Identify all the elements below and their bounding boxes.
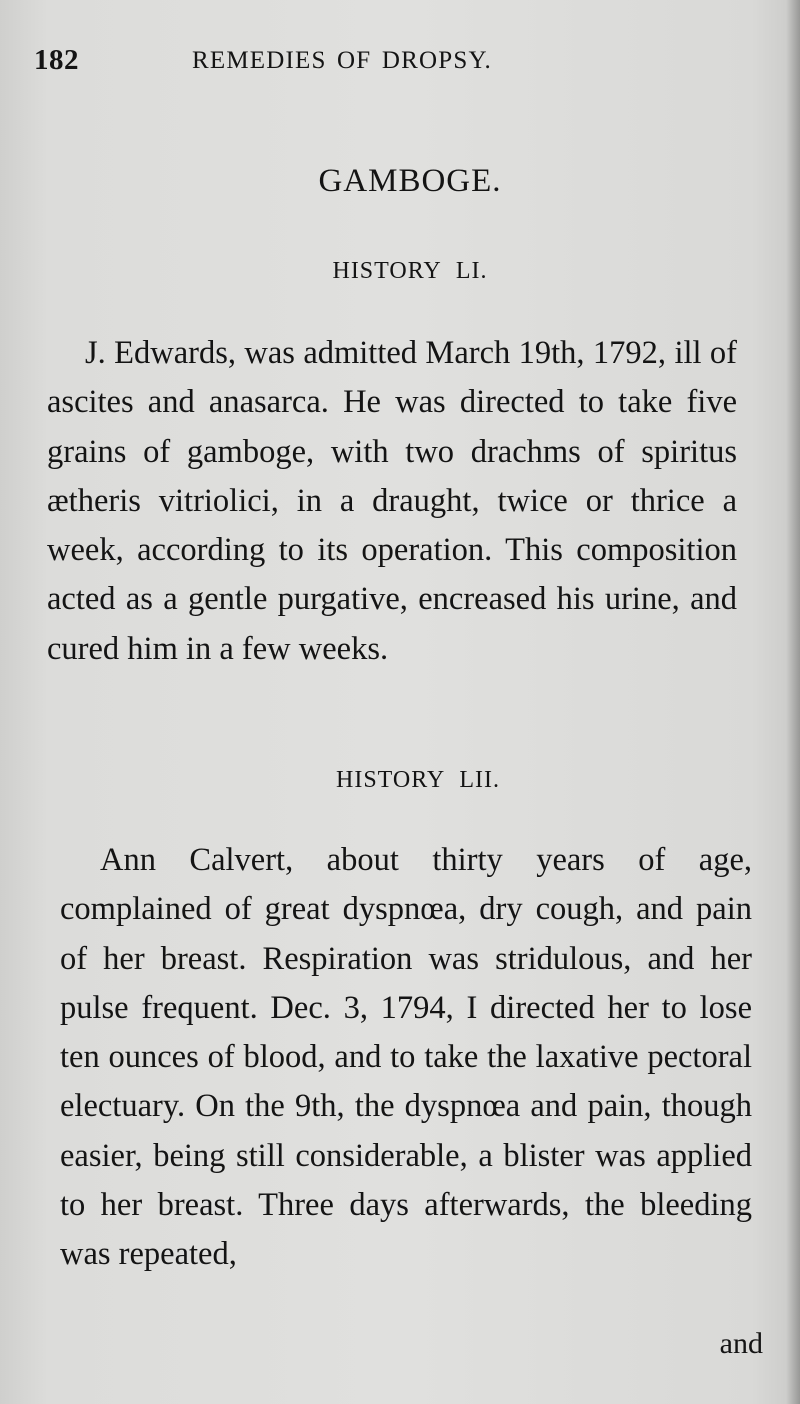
page-number: 182 bbox=[34, 44, 79, 76]
catchword: and bbox=[719, 1327, 763, 1360]
section-title: GAMBOGE. bbox=[318, 163, 502, 199]
page-header bbox=[30, 44, 770, 84]
history-paragraph: Ann Calvert, about thirty years of age, complained of great dyspnœa, dry cough, and pain of her breast. Respiration was stridulous, and her pulse frequent. Dec. 3, 1794, I directed her to lose ten ounces of blood, and to take the laxative pectoral electuary. On the 9th, the dyspnœa and pain, though easier, being still considerable, a blister was applied to her breast. Three days afterwards, the bleeding was repeated, bbox=[60, 842, 752, 1273]
history-paragraph: J. Edwards, was admitted March 19th, 1792, ill of ascites and anasarca. He was directed to take five grains of gamboge, with two drachms of spiritus ætheris vitriolici, in a draught, twice or thrice a week, according to its operation. This composition acted as a gentle purgative, encreased his urine, and cured him in a few weeks. bbox=[47, 335, 737, 667]
history-heading: HISTORY LI. bbox=[332, 258, 488, 284]
page-edge-shadow bbox=[786, 0, 800, 1404]
running-head: REMEDIES OF DROPSY. bbox=[192, 47, 492, 74]
history-heading: HISTORY LII. bbox=[336, 767, 500, 793]
